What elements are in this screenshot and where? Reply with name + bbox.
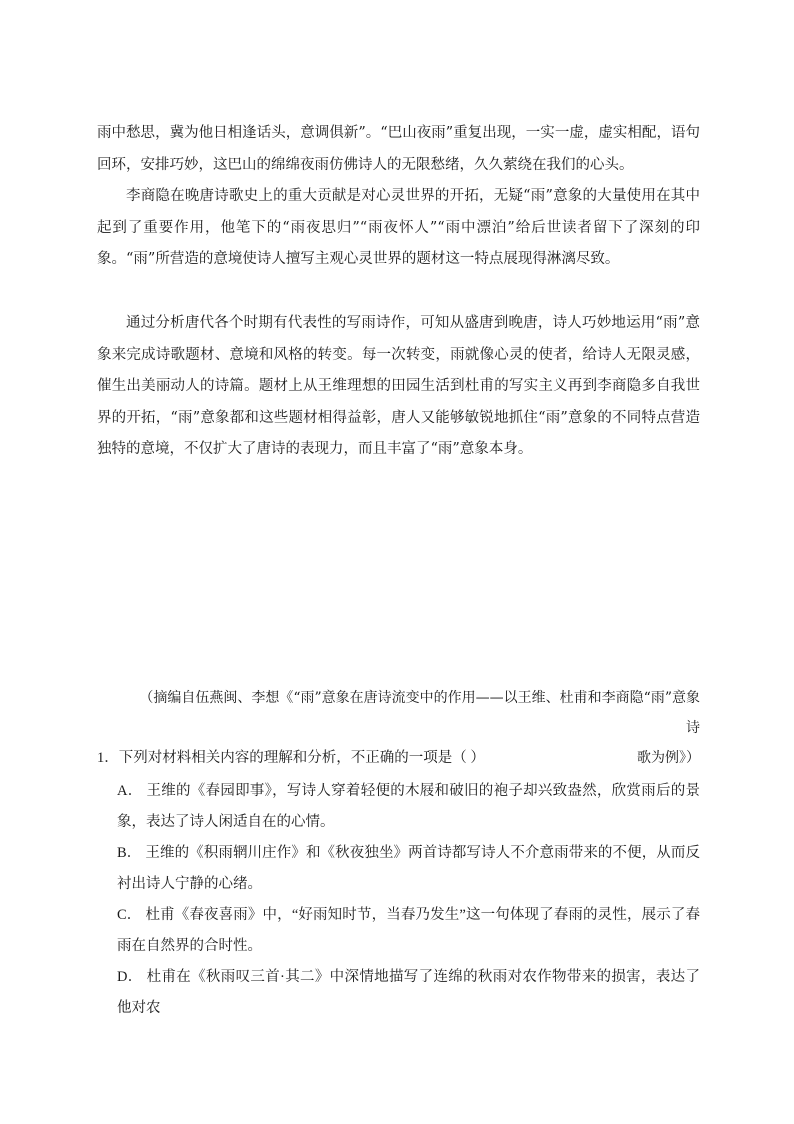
option-b-label: B． <box>117 845 142 861</box>
question-stem: 1．下列对材料相关内容的理解和分析，不正确的一项是（ ） <box>97 750 485 766</box>
option-a <box>117 776 700 838</box>
passage-paragraph-1: 雨中愁思，冀为他日相逢话头，意调俱新”。“巴山夜雨”重复出现，一实一虚，虚实相配，语句回环，安排巧妙，这巴山的绵绵夜雨仿佛诗人的无限愁绪，久久萦绕在我们的心头。 <box>97 125 700 173</box>
option-a-text: 王维的《春园即事》，写诗人穿着轻便的木屐和破旧的袍子却兴致盎然，欣赏雨后的景象，表达了诗人闲适自在的心情。 <box>117 783 700 830</box>
option-a-label: A． <box>117 783 143 799</box>
passage-paragraph-3: 通过分析唐代各个时期有代表性的写雨诗作，可知从盛唐到晚唐，诗人巧妙地运用“雨”意象来完成诗歌题材、意境和风格的转变。每一次转变，雨就像心灵的使者，给诗人无限灵感，催生出美丽动人的诗篇。题材上从王维理想的田园生活到杜甫的写实主义再到李商隐多自我世界的开拓，“雨”意象都和这些题材相得益彰，唐人又能够敏锐地抓住“雨”意象的不同特点营造独特的意境，不仅扩大了唐诗的表现力，而且丰富了“雨”意象本身。 <box>97 315 700 457</box>
option-d-text: 杜甫在《秋雨叹三首·其二》中深情地描写了连绵的秋雨对农作物带来的损害，表达了他对农 <box>117 969 700 1016</box>
citation-line-2: 歌为例》） <box>637 750 700 766</box>
option-b-text: 王维的《积雨辋川庄作》和《秋夜独坐》两首诗都写诗人不介意雨带来的不便，从而反衬出诗人宁静的心绪。 <box>117 845 701 892</box>
option-c <box>117 900 700 962</box>
option-c-label: C． <box>117 907 142 923</box>
option-d <box>117 962 700 1024</box>
passage-paragraph-2: 李商隐在晚唐诗歌史上的重大贡献是对心灵世界的开拓，无疑“雨”意象的大量使用在其中起到了重要作用，他笔下的“雨夜思归”“雨夜怀人”“雨中漂泊”给后世读者留下了深刻的印象。“雨”所营造的意境使诗人擅写主观心灵世界的题材这一特点展现得淋漓尽致。 <box>97 188 700 267</box>
option-c-text: 杜甫《春夜喜雨》中，“好雨知时节，当春乃发生”这一句体现了春雨的灵性，展示了春雨在自然界的合时性。 <box>117 907 701 954</box>
option-b <box>117 838 700 900</box>
option-d-label: D． <box>117 969 143 985</box>
citation-line-1: （摘编自伍燕闽、李想《“雨”意象在唐诗流变中的作用——以王维、杜甫和李商隐“雨”意象诗 <box>139 690 700 736</box>
